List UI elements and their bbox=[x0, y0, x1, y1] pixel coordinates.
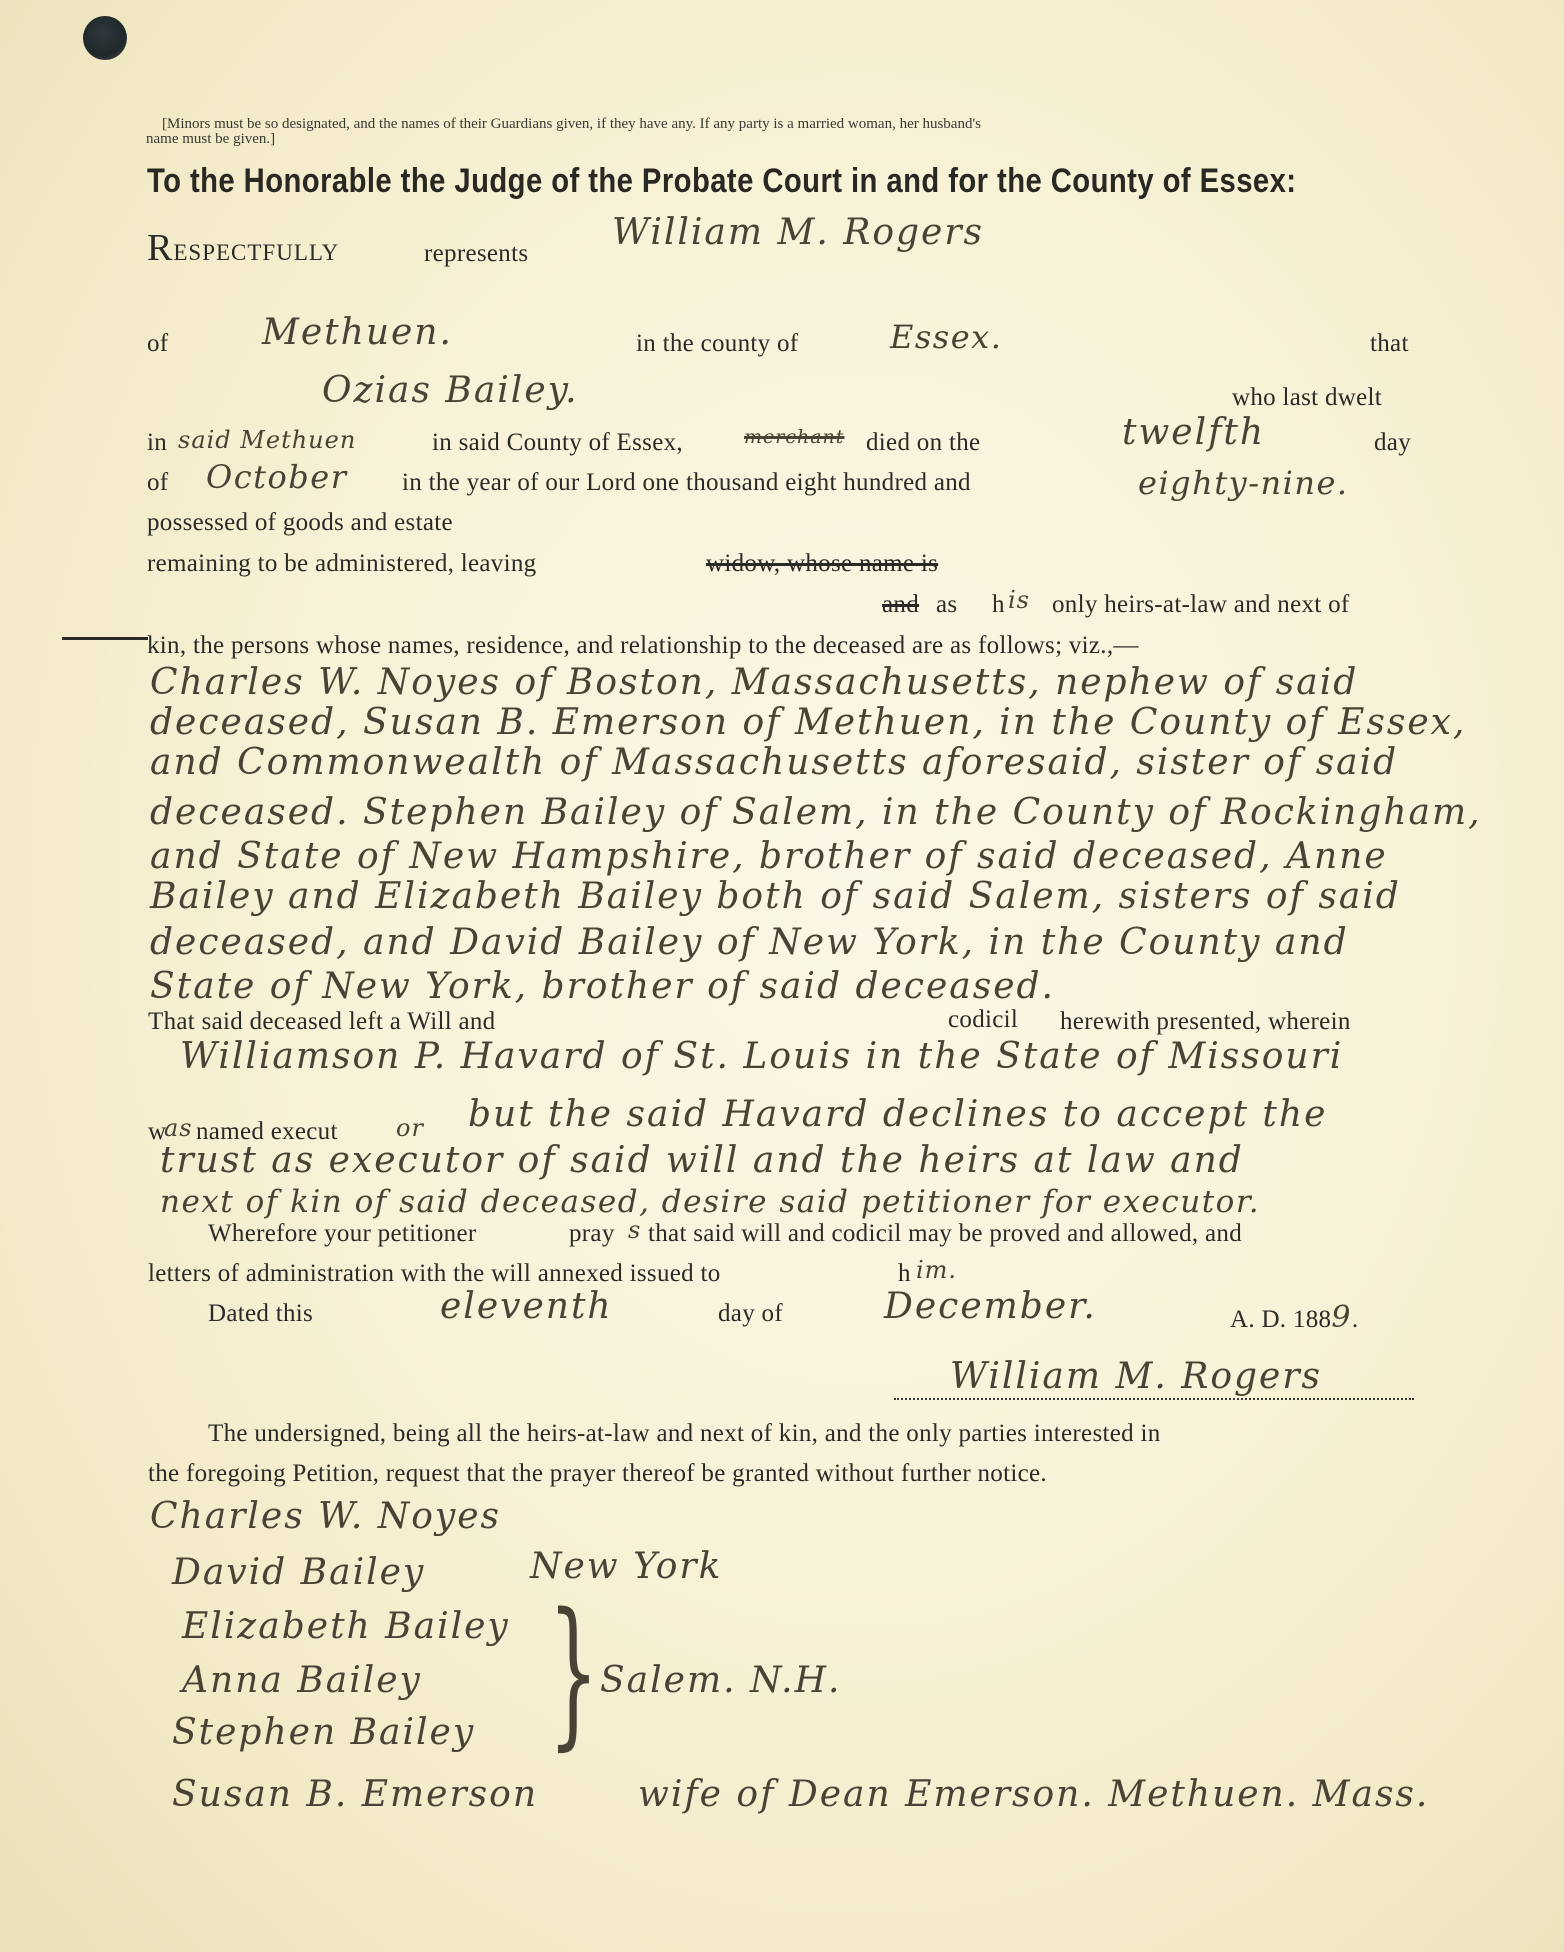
heirs-text: only heirs-at-law and next of bbox=[1052, 591, 1350, 618]
signer-susan-note: wife of Dean Emerson. Methuen. Mass. bbox=[638, 1774, 1430, 1815]
h-label: h bbox=[992, 591, 1005, 618]
of-label-2: of bbox=[147, 469, 169, 496]
last-dwelt-label: who last dwelt bbox=[1232, 384, 1383, 411]
day-label: day bbox=[1374, 429, 1411, 456]
kin-text: kin, the persons whose names, residence, and relationship to the deceased are as follows; viz.,— bbox=[147, 632, 1139, 659]
w-label: w bbox=[148, 1118, 167, 1145]
respectfully-rest: ESPECTFULLY bbox=[173, 240, 340, 265]
ad-year bbox=[1230, 1300, 1358, 1335]
assent-line-1: The undersigned, being all the heirs-at-law and next of kin, and the only parties interested in bbox=[208, 1420, 1161, 1447]
in-county-label: in the county of bbox=[636, 330, 799, 357]
signer-charles-noyes: Charles W. Noyes bbox=[150, 1496, 502, 1537]
heirs-line-6: Bailey and Elizabeth Bailey both of said Salem, sisters of said bbox=[150, 876, 1401, 917]
signature-line bbox=[894, 1398, 1414, 1400]
heirs-line-8: State of New York, brother of said deceased. bbox=[150, 966, 1055, 1007]
dwelt-place: said Methuen bbox=[178, 426, 357, 454]
deceased-name: Ozias Bailey. bbox=[322, 370, 579, 411]
signers-group-place: Salem. N.H. bbox=[600, 1660, 842, 1701]
declines-line-3: next of kin of said deceased, desire said petitioner for executor. bbox=[160, 1184, 1261, 1220]
possessed-text: possessed of goods and estate bbox=[147, 509, 453, 536]
of-label: of bbox=[147, 330, 169, 357]
respectfully-label bbox=[147, 226, 339, 270]
proved-text: that said will and codicil may be proved and allowed, and bbox=[648, 1220, 1243, 1247]
death-year-words: eighty-nine. bbox=[1138, 464, 1349, 502]
widow-struck: widow, whose name is bbox=[706, 550, 939, 577]
as-label: as bbox=[936, 591, 958, 618]
in-county-essex: in said County of Essex, bbox=[432, 429, 683, 456]
left-will-text: That said deceased left a Will and bbox=[148, 1008, 496, 1035]
petitioner-signature: William M. Rogers bbox=[950, 1356, 1323, 1397]
that-label: that bbox=[1370, 330, 1409, 357]
heirs-line-2: deceased, Susan B. Emerson of Methuen, in the County of Essex, bbox=[150, 702, 1467, 743]
death-month: October bbox=[206, 458, 348, 496]
dated-month: December. bbox=[884, 1286, 1097, 1327]
as-hand: as bbox=[164, 1114, 193, 1142]
day-of-label: day of bbox=[718, 1300, 783, 1327]
him-h-label: h bbox=[898, 1260, 911, 1287]
petitioner-name: William M. Rogers bbox=[612, 212, 985, 253]
punch-hole bbox=[83, 16, 127, 60]
declines-line-2: trust as executor of said will and the heirs at law and bbox=[160, 1140, 1244, 1181]
ad-year-digit: 9 bbox=[1331, 1300, 1352, 1335]
presented-text: herewith presented, wherein bbox=[1060, 1008, 1351, 1035]
dated-this: Dated this bbox=[208, 1300, 314, 1327]
heirs-line-1: Charles W. Noyes of Boston, Massachusetts, nephew of said bbox=[150, 662, 1359, 703]
his-hand: is bbox=[1008, 586, 1030, 614]
wherefore-text: Wherefore your petitioner bbox=[208, 1220, 477, 1247]
respectfully-initial: R bbox=[147, 227, 174, 269]
signer-david-bailey: David Bailey bbox=[172, 1552, 426, 1593]
signer-elizabeth-bailey: Elizabeth Bailey bbox=[182, 1606, 510, 1647]
signer-anna-bailey: Anna Bailey bbox=[182, 1660, 422, 1701]
remaining-text: remaining to be administered, leaving bbox=[147, 550, 537, 577]
assent-line-2: the foregoing Petition, request that the prayer thereof be granted without further notice. bbox=[148, 1460, 1047, 1487]
or-hand: or bbox=[396, 1114, 424, 1142]
in-label: in bbox=[147, 429, 168, 456]
county-name: Essex. bbox=[890, 318, 1003, 356]
prays-s-hand: s bbox=[628, 1216, 642, 1244]
signer-susan-emerson: Susan B. Emerson bbox=[172, 1774, 539, 1815]
minors-note-line2: name must be given.] bbox=[146, 131, 276, 147]
petitioner-town: Methuen. bbox=[262, 312, 453, 353]
occupation-struck: merchant bbox=[744, 426, 845, 448]
executor-name-line: Williamson P. Havard of St. Louis in the State of Missouri bbox=[180, 1036, 1344, 1077]
declines-line-1: but the said Havard declines to accept the bbox=[468, 1094, 1328, 1135]
court-heading: To the Honorable the Judge of the Probate Court in and for the County of Essex: bbox=[147, 162, 1297, 200]
codicil-text: codicil bbox=[948, 1006, 1019, 1033]
signer-stephen-bailey: Stephen Bailey bbox=[172, 1712, 476, 1753]
ad-prefix: A. D. 188 bbox=[1230, 1306, 1332, 1333]
letters-text: letters of administration with the will annexed issued to bbox=[148, 1260, 721, 1287]
minors-note-line1: [Minors must be so designated, and the names of their Guardians given, if they have any. If any party is a married woman, her husband's bbox=[162, 116, 982, 132]
dated-day: eleventh bbox=[440, 1286, 613, 1327]
and-struck: and bbox=[882, 591, 919, 618]
signer-david-place: New York bbox=[530, 1546, 723, 1587]
year-text: in the year of our Lord one thousand eight hundred and bbox=[402, 469, 971, 496]
pray-text: pray bbox=[569, 1220, 615, 1247]
heirs-line-5: and State of New Hampshire, brother of said deceased, Anne bbox=[150, 836, 1388, 877]
death-day: twelfth bbox=[1122, 412, 1266, 453]
named-execut: named execut bbox=[196, 1118, 338, 1145]
ad-period: . bbox=[1351, 1306, 1359, 1333]
margin-rule bbox=[62, 637, 148, 640]
died-on-label: died on the bbox=[866, 429, 981, 456]
him-hand: im. bbox=[916, 1256, 958, 1284]
heirs-line-3: and Commonwealth of Massachusetts aforesaid, sister of said bbox=[150, 742, 1399, 783]
represents-label: represents bbox=[424, 240, 529, 267]
signers-brace: } bbox=[548, 1578, 599, 1765]
heirs-line-7: deceased, and David Bailey of New York, in the County and bbox=[150, 922, 1349, 963]
heirs-line-4: deceased. Stephen Bailey of Salem, in the County of Rockingham, bbox=[150, 792, 1482, 833]
